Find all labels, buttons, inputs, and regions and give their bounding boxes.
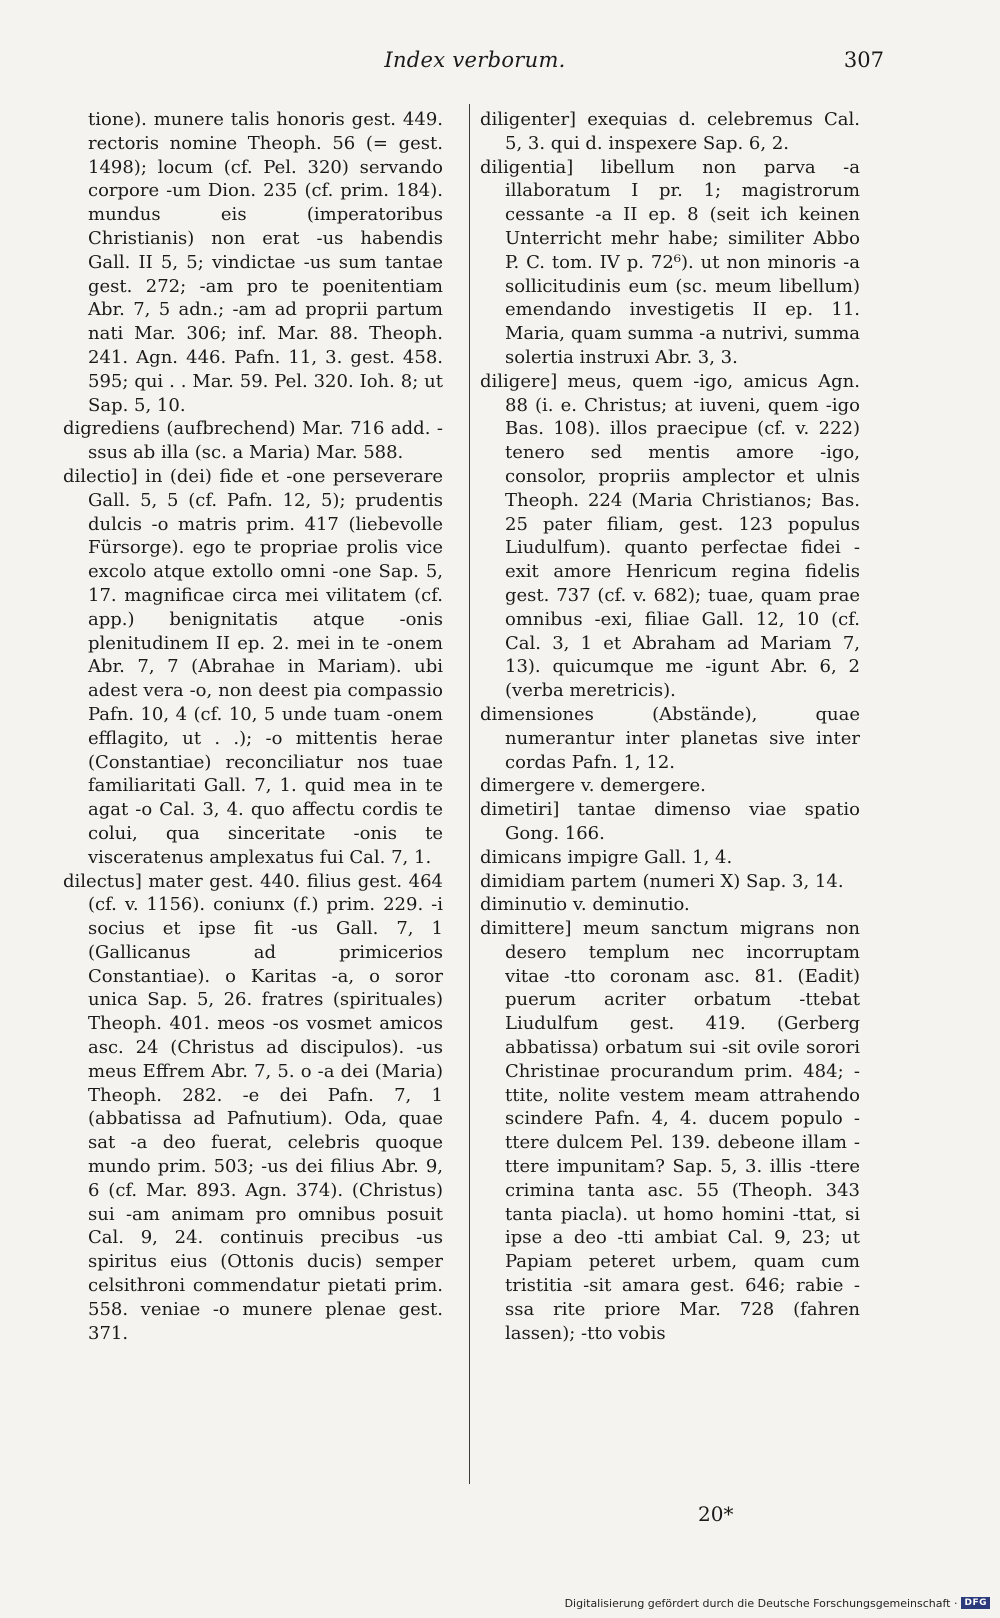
footer-text: Digitalisierung gefördert durch die Deutsche Forschungsgemeinschaft · <box>564 1596 958 1610</box>
index-entry-dimensiones: dimensiones (Abstände), quae numerantur inter planetas sive inter cordas Pafn. 1, 12. <box>480 703 860 773</box>
index-entry-diligenter: diligenter] exequias d. celebremus Cal. 5, 3. qui d. inspexere Sap. 6, 2. <box>480 109 860 154</box>
index-entry-diligentia: diligentia] libellum non parva -a illaboratum I pr. 1; magistrorum cessante -a II ep. 8 (seit ich keinen Unterricht mehr habe; similiter Abbo P. C. tom. IV p. 72⁶). ut non minoris -a sollicitudinis eum (sc. meum libellum) emendando investigetis II ep. 11. Maria, quam summa -a nutrivi, summa solertia instruxi Abr. 3, 3. <box>480 156 860 368</box>
page-number: 307 <box>843 48 884 72</box>
index-entry-dimetiri: dimetiri] tantae dimenso viae spatio Gong. 166. <box>480 799 860 844</box>
running-title: Index verborum. <box>384 48 566 72</box>
index-entry-dimidiam: dimidiam partem (numeri X) Sap. 3, 14. <box>480 870 844 892</box>
column-divider <box>469 104 470 1484</box>
index-entry-diligere: diligere] meus, quem -igo, amicus Agn. 88 (i. e. Christus; at iuveni, quem -igo Bas. 108). illos praecipue (cf. v. 222) tenero sed mentis amore -igo, consolor, propriis amplector et ulnis Theoph. 224 (Maria Christianos; Bas. 25 pater filiam, gest. 123 populus Liudulfum). quanto perfectae fidei -exit amore Henricum regina fidelis gest. 737 (cf. v. 682); tuae, quam prae omnibus -exi, filiae Gall. 12, 10 (cf. Cal. 3, 1 et Abraham ad Mariam 7, 13). quicumque me -igunt Abr. 6, 2 (verba meretricis). <box>480 370 860 702</box>
index-entry-dilectus: dilectus] mater gest. 440. filius gest. 464 (cf. v. 1156). coniunx (f.) prim. 229. -i socius et ipse fit -us Gall. 7, 1 (Gallicanus ad primicerios Constantiae). o Karitas -a, o soror unica Sap. 5, 26. fratres (spirituales) Theoph. 401. meos -os vosmet amicos asc. 24 (Christus ad discipulos). -us meus Effrem Abr. 7, 5. o -a dei (Maria) Theoph. 282. -e dei Pafn. 7, 1 (abbatissa ad Pafnutium). Oda, quae sat -a deo fuerat, celebris quoque mundo prim. 503; -us dei filius Abr. 9, 6 (cf. Mar. 893. Agn. 374). (Christus) sui -am animam pro omnibus posuit Cal. 9, 24. continuis precibus -us spiritus eius (Ottonis ducis) semper celsithroni commendatur pietati prim. 558. veniae -o munere plenae gest. 371. <box>63 870 443 1344</box>
dfg-logo: DFG <box>961 1597 990 1609</box>
index-entry-dimicans: dimicans impigre Gall. 1, 4. <box>480 846 733 868</box>
index-entry-diminutio: diminutio v. deminutio. <box>480 894 690 916</box>
right-column <box>480 108 860 1345</box>
index-entry-dimergere: dimergere v. demergere. <box>480 775 706 797</box>
left-column <box>63 108 443 1345</box>
signature-mark: 20* <box>698 1502 734 1526</box>
index-entry-digrediens: digrediens (aufbrechend) Mar. 716 add. -ssus ab illa (sc. a Maria) Mar. 588. <box>63 418 443 464</box>
index-entry-tione: tione). munere talis honoris gest. 449. rectoris nomine Theoph. 56 (= gest. 1498); locum (cf. Pel. 320) servando corpore -um Dion. 235 (cf. prim. 184). mundus eis (imperatoribus Christianis) non erat -us habendis Gall. II 5, 5; vindictae -us sum tantae gest. 272; -am pro te poenitentiam Abr. 7, 5 adn.; -am ad proprii partum nati Mar. 306; inf. Mar. 88. Theoph. 241. Agn. 446. Pafn. 11, 3. gest. 458. 595; qui . . Mar. 59. Pel. 320. Ioh. 8; ut Sap. 5, 10. <box>88 109 443 416</box>
index-entry-dilectio: dilectio] in (dei) fide et -one perseverare Gall. 5, 5 (cf. Pafn. 12, 5); prudentis dulcis -o matris prim. 417 (liebevolle Fürsorge). ego te propriae prolis vice excolo atque extollo omni -one Sap. 5, 17. magnificae circa mei vilitatem (cf. app.) benignitatis atque -onis plenitudinem II ep. 2. mei in te -onem Abr. 7, 7 (Abrahae in Mariam). ubi adest vera -o, non deest pia compassio Pafn. 10, 4 (cf. 10, 5 unde tuam -onem efflagito, ut . .); -o mittentis herae (Constantiae) reconciliatur nos tuae familiaritati Gall. 7, 1. quid mea in te agat -o Cal. 3, 4. quo affectu cordis te colui, qua sinceritate -onis te visceratenus amplexatus fui Cal. 7, 1. <box>63 465 443 868</box>
page-header <box>60 38 890 78</box>
index-entry-dimittere: dimittere] meum sanctum migrans non desero templum nec incorruptam vitae -tto coronam asc. 81. (Eadit) puerum acriter orbatum -ttebat Liudulfum gest. 419. (Gerberg abbatissa) orbatum sui -sit ovile sorori Christinae procurandum prim. 484; -ttite, nolite vestem meam attrahendo scindere Pafn. 4, 4. ducem populo -ttere dulcem Pel. 139. debeone illam -ttere impunitam? Sap. 5, 3. illis -ttere crimina tanta asc. 55 (Theoph. 343 tanta piacla). ut homo homini -ttat, si ipse a deo -tti ambiat Cal. 9, 23; ut Papiam peteret urbem, quam cum tristitia -sit amara gest. 646; rabie -ssa rite priore Mar. 728 (fahren lassen); -tto vobis <box>480 918 860 1344</box>
digitization-footer <box>565 1594 990 1612</box>
